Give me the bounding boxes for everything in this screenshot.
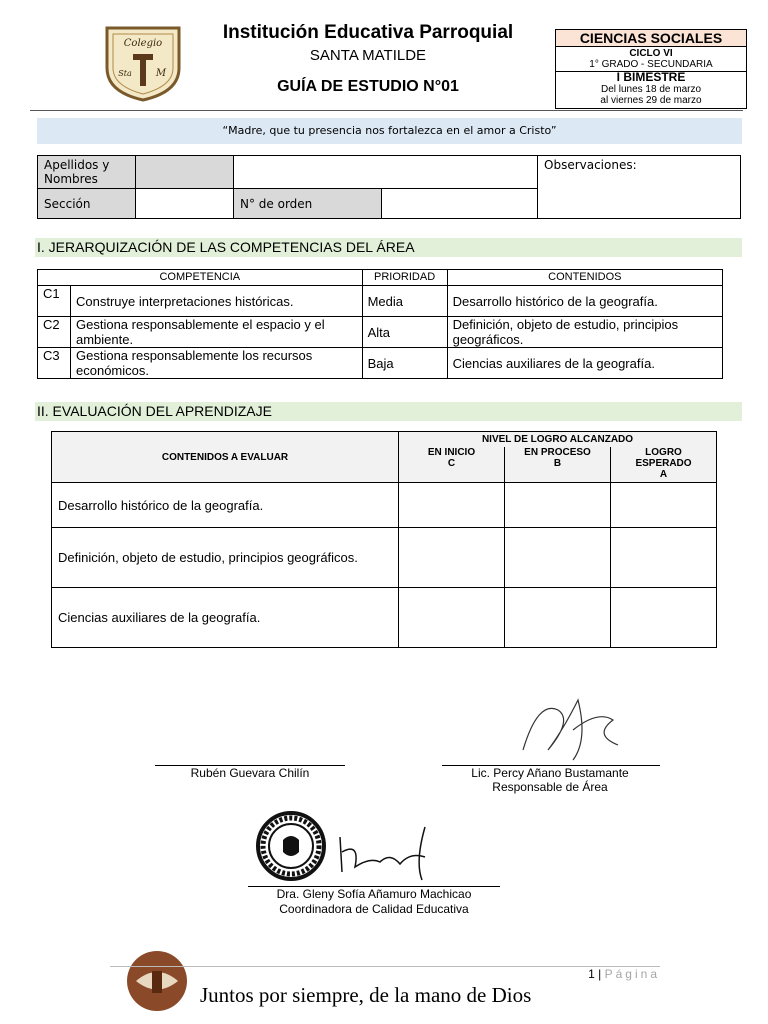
level-b-label: EN PROCESO [524,446,591,458]
table-row [38,317,723,348]
course-info-box [555,29,747,109]
page-number [540,967,660,981]
date-to: al viernes 29 de marzo [600,95,702,106]
priority: Alta [362,317,447,348]
evaluation-content: Ciencias auxiliares de la geografía. [52,588,399,648]
table-row [38,286,723,317]
table-row [52,588,717,648]
contents-header: CONTENIDOS [447,270,722,286]
order-label: N° de orden [234,189,382,219]
level-a-letter: A [659,468,668,480]
bimester: I BIMESTRE [616,70,686,84]
level-c-cell[interactable] [399,588,505,648]
evaluation-content: Desarrollo histórico de la geografía. [52,483,399,528]
section-label: Sección [38,189,136,219]
level-c-cell[interactable] [399,483,505,528]
evaluation-content: Definición, objeto de estudio, principios geográficos. [52,528,399,588]
header-divider [30,110,743,111]
level-b-letter: B [553,457,562,469]
coordinator-name: Dra. Gleny Sofía Añamuro Machicao [276,887,472,901]
footer-motto: Juntos por siempre, de la mano de Dios [200,983,532,1007]
content: Definición, objeto de estudio, principios geográficos. [447,317,722,348]
observations-field[interactable] [538,156,741,219]
school-name: SANTA MATILDE [309,47,427,64]
teacher-name: Rubén Guevara Chilín [190,766,310,780]
level-b-cell[interactable] [505,528,611,588]
level-a-cell[interactable] [611,483,717,528]
evaluation-table [51,431,717,648]
order-field[interactable] [382,189,538,219]
level-c-cell[interactable] [399,528,505,588]
level-a-header [611,447,717,483]
priority: Media [362,286,447,317]
signature-gleny [330,822,445,887]
date-from: Del lunes 18 de marzo [600,84,702,95]
competency-code: C2 [38,317,71,348]
page-number-value: 1 [588,967,595,981]
level-c-letter: C [447,457,456,469]
level-b-header [505,447,611,483]
section1-title: I. JERARQUIZACIÓN DE LAS COMPETENCIAS DEL ÁREA [35,238,742,257]
content: Desarrollo histórico de la geografía. [447,286,722,317]
institution-name: Institución Educativa Parroquial [222,22,514,43]
competency-text: Construye interpretaciones históricas. [71,286,363,317]
name-field-a[interactable] [136,156,234,189]
achievement-level-header: NIVEL DE LOGRO ALCANZADO [399,432,717,447]
level-c-label: EN INICIO [427,446,476,458]
school-logo [103,24,183,102]
area-head-name: Lic. Percy Añano Bustamante [471,766,629,780]
grade: 1° GRADO - SECUNDARIA [589,59,713,70]
course-name: CIENCIAS SOCIALES [556,30,746,47]
competency-text: Gestiona responsablemente los recursos económicos. [71,348,363,379]
competency-code: C1 [38,286,71,317]
section-field[interactable] [136,189,234,219]
competency-text: Gestiona responsablemente el espacio y el ambiente. [71,317,363,348]
signature-percy [518,690,628,775]
logo-text-left: Sta [118,69,132,78]
priority: Baja [362,348,447,379]
school-seal [255,810,327,887]
name-field[interactable] [234,156,538,189]
content: Ciencias auxiliares de la geografía. [447,348,722,379]
level-b-cell[interactable] [505,483,611,528]
bimester-dates [556,72,746,106]
page-word: Página [604,967,660,981]
competency-code: C3 [38,348,71,379]
cycle-grade [556,47,746,72]
competencies-table [37,269,723,379]
logo-text-right: M [155,68,167,79]
table-row [38,348,723,379]
level-a-label: LOGRO ESPERADO [635,446,692,469]
priority-header: PRIORIDAD [362,270,447,286]
section2-title: II. EVALUACIÓN DEL APRENDIZAJE [35,402,742,421]
level-c-header [399,447,505,483]
observations-label: Observaciones: [544,158,637,172]
name-label: Apellidos y Nombres [38,156,136,189]
level-a-cell[interactable] [611,528,717,588]
level-b-cell[interactable] [505,588,611,648]
footer-logo [122,943,192,1018]
logo-text-top: Colegio [123,38,163,49]
page-separator: | [598,967,602,981]
coordinator-role: Coordinadora de Calidad Educativa [279,902,469,916]
guide-title: GUÍA DE ESTUDIO N°01 [277,78,459,95]
table-row [52,528,717,588]
motto: “Madre, que tu presencia nos fortalezca en el amor a Cristo” [37,118,742,144]
student-info-table [37,155,741,219]
cycle: CICLO VI [629,48,673,59]
table-row [52,483,717,528]
level-a-cell[interactable] [611,588,717,648]
area-head-role: Responsable de Área [492,780,608,794]
competency-header: COMPETENCIA [38,270,363,286]
contents-to-evaluate-header: CONTENIDOS A EVALUAR [52,432,399,483]
